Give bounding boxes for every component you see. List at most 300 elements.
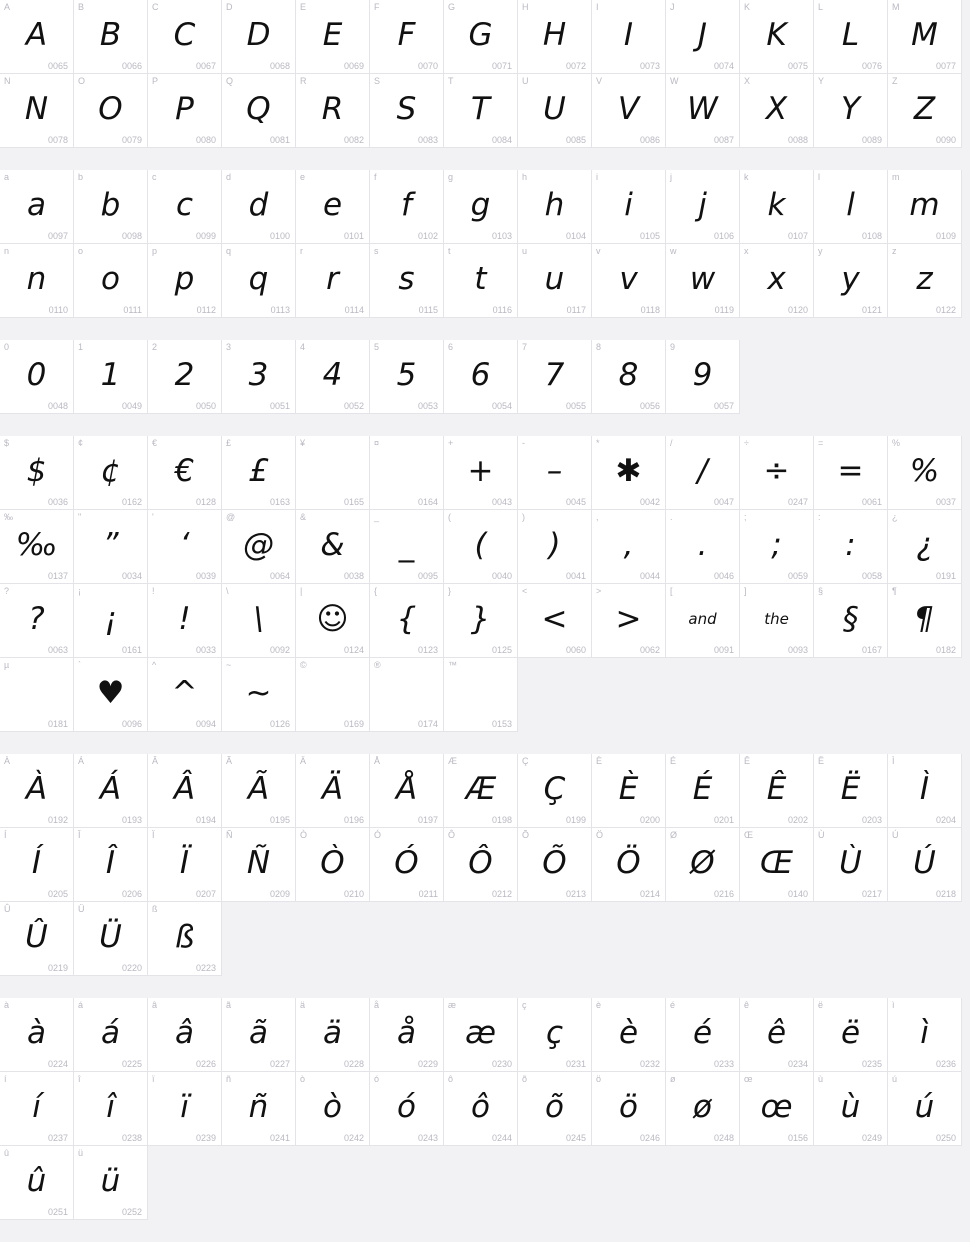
- glyph-cell-codepoint: 0066: [121, 61, 142, 71]
- glyph-cell-codepoint: 0251: [47, 1207, 68, 1217]
- glyph-cell[interactable]: [296, 340, 370, 414]
- glyph-cell[interactable]: [592, 584, 666, 658]
- glyph-cell[interactable]: [518, 584, 592, 658]
- glyph-cell-preview: À: [25, 770, 48, 807]
- glyph-cell[interactable]: [370, 658, 444, 732]
- glyph-cell[interactable]: [444, 244, 518, 318]
- glyph-cell[interactable]: [592, 436, 666, 510]
- glyph-cell[interactable]: [296, 436, 370, 510]
- glyph-cell-character: /: [670, 438, 673, 448]
- glyph-cell-codepoint: 0080: [195, 135, 216, 145]
- glyph-cell-codepoint: 0043: [491, 497, 512, 507]
- glyph-cell[interactable]: [518, 436, 592, 510]
- glyph-cell[interactable]: [518, 998, 592, 1072]
- glyph-cell-preview: j: [698, 186, 707, 223]
- glyph-cell[interactable]: [148, 436, 222, 510]
- glyph-cell-preview: .: [697, 526, 708, 563]
- glyph-cell-codepoint: 0212: [491, 889, 512, 899]
- glyph-cell-codepoint: 0097: [47, 231, 68, 241]
- glyph-cell-preview: £: [248, 452, 269, 489]
- glyph-cell-preview: B: [99, 16, 122, 53]
- glyph-cell[interactable]: [518, 1072, 592, 1146]
- glyph-cell-character: 1: [78, 342, 84, 352]
- glyph-cell[interactable]: [740, 510, 814, 584]
- glyph-cell-character: æ: [448, 1000, 457, 1010]
- glyph-cell[interactable]: [370, 436, 444, 510]
- glyph-cell[interactable]: [444, 0, 518, 74]
- glyph-cell[interactable]: [444, 584, 518, 658]
- glyph-cell[interactable]: [74, 510, 148, 584]
- glyph-cell-codepoint: 0092: [269, 645, 290, 655]
- glyph-cell[interactable]: [592, 74, 666, 148]
- glyph-cell-character: ®: [374, 660, 381, 670]
- glyph-cell[interactable]: [222, 340, 296, 414]
- glyph-cell[interactable]: [370, 0, 444, 74]
- glyph-cell[interactable]: [74, 244, 148, 318]
- glyph-cell-character: à: [4, 1000, 10, 1010]
- glyph-cell[interactable]: [222, 0, 296, 74]
- glyph-cell[interactable]: [296, 170, 370, 244]
- glyph-cell[interactable]: [74, 754, 148, 828]
- glyph-cell-character: q: [226, 246, 232, 256]
- glyph-cell-character: *: [596, 438, 600, 448]
- glyph-cell-codepoint: 0059: [787, 571, 808, 581]
- glyph-cell-codepoint: 0206: [121, 889, 142, 899]
- glyph-cell[interactable]: [518, 510, 592, 584]
- glyph-cell[interactable]: [296, 510, 370, 584]
- glyph-cell[interactable]: [740, 754, 814, 828]
- glyph-cell[interactable]: [740, 74, 814, 148]
- glyph-cell-character: e: [300, 172, 306, 182]
- glyph-cell[interactable]: [296, 0, 370, 74]
- glyph-cell[interactable]: [0, 244, 74, 318]
- glyph-cell[interactable]: [370, 244, 444, 318]
- glyph-cell[interactable]: [518, 828, 592, 902]
- glyph-cell-character: M: [892, 2, 900, 12]
- glyph-cell[interactable]: [0, 998, 74, 1072]
- glyph-cell-preview: Ã: [247, 770, 270, 807]
- glyph-cell-character: Æ: [448, 756, 457, 766]
- glyph-grid: [0, 340, 970, 414]
- glyph-cell-preview: m: [909, 186, 940, 223]
- glyph-cell[interactable]: [814, 754, 888, 828]
- glyph-cell[interactable]: [814, 828, 888, 902]
- glyph-cell-preview: L: [841, 16, 860, 53]
- glyph-cell[interactable]: [0, 584, 74, 658]
- glyph-cell[interactable]: [666, 998, 740, 1072]
- glyph-cell[interactable]: [222, 74, 296, 148]
- glyph-cell-character: ': [152, 512, 154, 522]
- glyph-cell[interactable]: [592, 244, 666, 318]
- glyph-cell[interactable]: [148, 510, 222, 584]
- glyph-cell[interactable]: [222, 828, 296, 902]
- glyph-cell[interactable]: [370, 170, 444, 244]
- glyph-cell-codepoint: 0042: [639, 497, 660, 507]
- glyph-cell-codepoint: 0242: [343, 1133, 364, 1143]
- glyph-block-accented-lowercase: [0, 998, 970, 1220]
- glyph-cell[interactable]: [444, 998, 518, 1072]
- glyph-cell[interactable]: [0, 74, 74, 148]
- glyph-cell[interactable]: [740, 244, 814, 318]
- glyph-cell[interactable]: [888, 998, 962, 1072]
- glyph-cell[interactable]: [592, 754, 666, 828]
- glyph-cell[interactable]: [888, 170, 962, 244]
- glyph-cell-codepoint: 0199: [565, 815, 586, 825]
- glyph-cell-codepoint: 0128: [195, 497, 216, 507]
- glyph-cell[interactable]: [814, 170, 888, 244]
- glyph-cell[interactable]: [666, 1072, 740, 1146]
- glyph-cell[interactable]: [888, 828, 962, 902]
- glyph-cell-codepoint: 0076: [861, 61, 882, 71]
- glyph-cell[interactable]: [74, 340, 148, 414]
- glyph-cell[interactable]: [444, 74, 518, 148]
- glyph-cell-codepoint: 0230: [491, 1059, 512, 1069]
- glyph-cell[interactable]: [592, 0, 666, 74]
- glyph-cell[interactable]: [148, 74, 222, 148]
- glyph-cell-codepoint: 0161: [121, 645, 142, 655]
- glyph-cell-codepoint: 0194: [195, 815, 216, 825]
- glyph-cell[interactable]: [74, 170, 148, 244]
- glyph-cell-character: _: [374, 512, 380, 522]
- glyph-cell[interactable]: [370, 998, 444, 1072]
- glyph-cell-preview: ✱: [615, 452, 642, 489]
- glyph-cell[interactable]: [0, 902, 74, 976]
- glyph-cell-codepoint: 0196: [343, 815, 364, 825]
- glyph-cell-preview: Ç: [543, 770, 566, 807]
- glyph-block-lowercase: [0, 170, 970, 318]
- glyph-cell-codepoint: 0223: [195, 963, 216, 973]
- glyph-cell[interactable]: [296, 244, 370, 318]
- glyph-cell-codepoint: 0054: [491, 401, 512, 411]
- glyph-cell[interactable]: [74, 584, 148, 658]
- glyph-cell[interactable]: [296, 584, 370, 658]
- glyph-cell[interactable]: [666, 170, 740, 244]
- glyph-cell-character: (: [448, 512, 451, 522]
- glyph-cell[interactable]: [888, 74, 962, 148]
- glyph-cell[interactable]: [592, 170, 666, 244]
- glyph-cell-character: `: [78, 660, 81, 670]
- glyph-cell[interactable]: [370, 754, 444, 828]
- glyph-cell[interactable]: [370, 584, 444, 658]
- glyph-cell[interactable]: [814, 510, 888, 584]
- glyph-cell[interactable]: [370, 340, 444, 414]
- glyph-cell[interactable]: [888, 754, 962, 828]
- glyph-cell-character: l: [818, 172, 820, 182]
- glyph-cell-preview: w: [689, 260, 716, 297]
- glyph-cell-preview: 1: [100, 356, 121, 393]
- glyph-cell-character: $: [4, 438, 10, 448]
- glyph-cell[interactable]: [370, 510, 444, 584]
- glyph-cell[interactable]: [148, 1072, 222, 1146]
- glyph-cell[interactable]: [0, 754, 74, 828]
- glyph-cell-preview: p: [174, 260, 195, 297]
- glyph-cell-preview: ü: [100, 1162, 121, 1199]
- glyph-cell-codepoint: 0096: [121, 719, 142, 729]
- glyph-cell[interactable]: [148, 902, 222, 976]
- glyph-cell-character: Õ: [522, 830, 530, 840]
- glyph-cell[interactable]: [740, 998, 814, 1072]
- glyph-cell[interactable]: [518, 754, 592, 828]
- glyph-cell-preview: Û: [25, 918, 48, 955]
- glyph-cell-preview: i: [624, 186, 633, 223]
- glyph-cell-preview: ö: [619, 1088, 638, 1125]
- glyph-cell-codepoint: 0103: [491, 231, 512, 241]
- glyph-cell-codepoint: 0114: [344, 305, 364, 315]
- glyph-cell[interactable]: [0, 828, 74, 902]
- glyph-cell-codepoint: 0229: [417, 1059, 438, 1069]
- glyph-cell[interactable]: [148, 584, 222, 658]
- glyph-cell-character: ¢: [78, 438, 84, 448]
- glyph-cell[interactable]: [222, 1072, 296, 1146]
- glyph-cell[interactable]: [74, 0, 148, 74]
- glyph-cell-character: Ï: [152, 830, 155, 840]
- glyph-cell[interactable]: [296, 828, 370, 902]
- glyph-cell-character: Ã: [226, 756, 233, 766]
- glyph-cell-codepoint: 0120: [787, 305, 808, 315]
- glyph-cell[interactable]: [370, 828, 444, 902]
- glyph-cell[interactable]: [444, 754, 518, 828]
- glyph-cell[interactable]: [296, 998, 370, 1072]
- glyph-cell-codepoint: 0232: [639, 1059, 660, 1069]
- glyph-cell[interactable]: [148, 828, 222, 902]
- glyph-cell-character: Á: [78, 756, 85, 766]
- glyph-cell-preview: ‘: [179, 526, 190, 563]
- glyph-cell[interactable]: [888, 0, 962, 74]
- glyph-cell[interactable]: [518, 0, 592, 74]
- glyph-cell-character: X: [744, 76, 751, 86]
- glyph-cell-character: d: [226, 172, 232, 182]
- glyph-cell-codepoint: 0244: [491, 1133, 512, 1143]
- glyph-cell-codepoint: 0205: [47, 889, 68, 899]
- glyph-cell[interactable]: [740, 584, 814, 658]
- glyph-cell[interactable]: [888, 436, 962, 510]
- glyph-cell-codepoint: 0100: [269, 231, 290, 241]
- glyph-cell[interactable]: [370, 74, 444, 148]
- glyph-cell-preview: Ê: [766, 770, 787, 807]
- glyph-cell-codepoint: 0125: [491, 645, 512, 655]
- glyph-cell[interactable]: [592, 510, 666, 584]
- glyph-cell-codepoint: 0126: [269, 719, 290, 729]
- glyph-cell-preview: X: [765, 90, 788, 127]
- glyph-cell-codepoint: 0065: [47, 61, 68, 71]
- glyph-cell[interactable]: [444, 170, 518, 244]
- glyph-cell-preview: t: [474, 260, 487, 297]
- glyph-cell-codepoint: 0210: [343, 889, 364, 899]
- glyph-cell[interactable]: [0, 1146, 74, 1220]
- glyph-cell-preview: 0: [26, 356, 47, 393]
- glyph-cell[interactable]: [148, 658, 222, 732]
- glyph-cell-codepoint: 0248: [713, 1133, 734, 1143]
- glyph-cell[interactable]: [666, 0, 740, 74]
- glyph-cell[interactable]: [148, 0, 222, 74]
- glyph-cell-preview: Z: [913, 90, 936, 127]
- glyph-cell-preview: Ô: [468, 844, 493, 881]
- glyph-cell[interactable]: [814, 244, 888, 318]
- glyph-cell-preview: î: [106, 1088, 115, 1125]
- glyph-cell[interactable]: [814, 74, 888, 148]
- glyph-cell-codepoint: 0104: [565, 231, 586, 241]
- glyph-cell[interactable]: [592, 1072, 666, 1146]
- glyph-cell[interactable]: [148, 170, 222, 244]
- glyph-cell[interactable]: [222, 170, 296, 244]
- glyph-cell[interactable]: [444, 340, 518, 414]
- glyph-cell-preview: ã: [249, 1014, 268, 1051]
- glyph-cell[interactable]: [740, 1072, 814, 1146]
- glyph-cell[interactable]: [0, 0, 74, 74]
- glyph-cell[interactable]: [74, 658, 148, 732]
- glyph-cell[interactable]: [222, 754, 296, 828]
- glyph-cell[interactable]: [518, 244, 592, 318]
- glyph-cell[interactable]: [222, 584, 296, 658]
- glyph-cell-preview: e: [322, 186, 343, 223]
- glyph-cell-character: ú: [892, 1074, 898, 1084]
- glyph-cell[interactable]: [148, 998, 222, 1072]
- glyph-cell-character: ;: [744, 512, 747, 522]
- glyph-cell[interactable]: [222, 436, 296, 510]
- glyph-cell[interactable]: [296, 754, 370, 828]
- glyph-cell-preview: a: [27, 186, 46, 223]
- glyph-cell[interactable]: [370, 1072, 444, 1146]
- glyph-cell[interactable]: [222, 244, 296, 318]
- glyph-cell[interactable]: [666, 584, 740, 658]
- glyph-cell-character: è: [596, 1000, 602, 1010]
- glyph-cell[interactable]: [74, 902, 148, 976]
- glyph-cell-codepoint: 0164: [417, 497, 438, 507]
- glyph-cell-character: k: [744, 172, 749, 182]
- glyph-cell[interactable]: [222, 510, 296, 584]
- glyph-cell-character: 3: [226, 342, 232, 352]
- glyph-cell-codepoint: 0231: [565, 1059, 586, 1069]
- glyph-cell-preview: &: [320, 526, 345, 563]
- glyph-cell-preview: 8: [618, 356, 639, 393]
- glyph-cell-preview: ,: [623, 526, 634, 563]
- glyph-cell-codepoint: 0078: [47, 135, 68, 145]
- glyph-cell-preview: \: [253, 600, 264, 637]
- glyph-cell-codepoint: 0165: [343, 497, 364, 507]
- glyph-cell-character: Ò: [300, 830, 308, 840]
- glyph-cell[interactable]: [148, 340, 222, 414]
- glyph-cell[interactable]: [444, 658, 518, 732]
- glyph-cell[interactable]: [888, 244, 962, 318]
- glyph-cell[interactable]: [74, 1146, 148, 1220]
- glyph-cell-preview: ;: [771, 526, 782, 563]
- glyph-cell[interactable]: [0, 340, 74, 414]
- glyph-cell-codepoint: 0064: [269, 571, 290, 581]
- glyph-cell[interactable]: [666, 340, 740, 414]
- glyph-cell[interactable]: [222, 998, 296, 1072]
- glyph-cell[interactable]: [814, 584, 888, 658]
- glyph-cell-preview: A: [25, 16, 48, 53]
- glyph-cell[interactable]: [74, 436, 148, 510]
- glyph-cell[interactable]: [74, 74, 148, 148]
- glyph-cell-character: 8: [596, 342, 602, 352]
- glyph-cell[interactable]: [0, 436, 74, 510]
- glyph-cell[interactable]: [814, 436, 888, 510]
- glyph-grid: [0, 170, 970, 318]
- glyph-cell[interactable]: [0, 658, 74, 732]
- glyph-cell[interactable]: [814, 1072, 888, 1146]
- glyph-cell-codepoint: 0118: [640, 305, 660, 315]
- glyph-cell[interactable]: [444, 510, 518, 584]
- glyph-cell-preview: ♥: [96, 674, 125, 711]
- glyph-cell[interactable]: [0, 1072, 74, 1146]
- glyph-cell-preview: ø: [693, 1088, 712, 1125]
- glyph-cell-codepoint: 0051: [269, 401, 290, 411]
- glyph-cell[interactable]: [888, 510, 962, 584]
- glyph-cell[interactable]: [740, 170, 814, 244]
- glyph-cell-preview: ☺: [316, 600, 349, 637]
- glyph-cell[interactable]: [74, 828, 148, 902]
- glyph-cell[interactable]: [888, 584, 962, 658]
- glyph-cell-codepoint: 0046: [713, 571, 734, 581]
- glyph-cell[interactable]: [518, 170, 592, 244]
- glyph-cell-preview: l: [846, 186, 855, 223]
- glyph-cell[interactable]: [444, 436, 518, 510]
- glyph-cell[interactable]: [814, 0, 888, 74]
- glyph-cell[interactable]: [666, 828, 740, 902]
- glyph-cell[interactable]: [296, 74, 370, 148]
- glyph-cell[interactable]: [296, 1072, 370, 1146]
- glyph-cell[interactable]: [740, 0, 814, 74]
- glyph-cell-codepoint: 0070: [417, 61, 438, 71]
- glyph-cell-character: ü: [78, 1148, 84, 1158]
- glyph-cell-preview: 2: [174, 356, 195, 393]
- glyph-cell[interactable]: [666, 244, 740, 318]
- glyph-cell-codepoint: 0227: [269, 1059, 290, 1069]
- glyph-cell[interactable]: [148, 244, 222, 318]
- glyph-cell[interactable]: [444, 828, 518, 902]
- glyph-cell-preview: the: [764, 609, 789, 628]
- glyph-cell[interactable]: [222, 658, 296, 732]
- glyph-cell[interactable]: [148, 754, 222, 828]
- glyph-cell[interactable]: [888, 1072, 962, 1146]
- glyph-cell[interactable]: [444, 1072, 518, 1146]
- glyph-cell[interactable]: [0, 510, 74, 584]
- glyph-cell-preview: U: [543, 90, 566, 127]
- glyph-cell[interactable]: [814, 998, 888, 1072]
- glyph-cell[interactable]: [666, 510, 740, 584]
- glyph-cell[interactable]: [74, 1072, 148, 1146]
- glyph-cell[interactable]: [518, 340, 592, 414]
- glyph-cell-preview: v: [619, 260, 638, 297]
- glyph-cell-preview: ”: [102, 526, 119, 563]
- glyph-cell[interactable]: [740, 436, 814, 510]
- glyph-cell-character: É: [670, 756, 677, 766]
- glyph-cell[interactable]: [74, 998, 148, 1072]
- glyph-cell-preview: :: [845, 526, 856, 563]
- glyph-cell-character: ß: [152, 904, 158, 914]
- glyph-cell-codepoint: 0033: [195, 645, 216, 655]
- glyph-cell-codepoint: 0169: [343, 719, 364, 729]
- glyph-cell-preview: z: [916, 260, 933, 297]
- glyph-cell[interactable]: [296, 658, 370, 732]
- glyph-cell-preview: @: [243, 526, 274, 563]
- glyph-cell-character: Ñ: [226, 830, 233, 840]
- glyph-cell[interactable]: [592, 828, 666, 902]
- glyph-cell[interactable]: [666, 74, 740, 148]
- glyph-cell[interactable]: [740, 828, 814, 902]
- glyph-cell[interactable]: [592, 340, 666, 414]
- glyph-cell[interactable]: [592, 998, 666, 1072]
- glyph-cell-character: P: [152, 76, 159, 86]
- glyph-cell-character: î: [78, 1074, 81, 1084]
- glyph-cell[interactable]: [666, 436, 740, 510]
- glyph-cell-codepoint: 0200: [639, 815, 660, 825]
- glyph-cell[interactable]: [666, 754, 740, 828]
- glyph-cell[interactable]: [518, 74, 592, 148]
- glyph-cell-codepoint: 0163: [269, 497, 290, 507]
- glyph-cell[interactable]: [0, 170, 74, 244]
